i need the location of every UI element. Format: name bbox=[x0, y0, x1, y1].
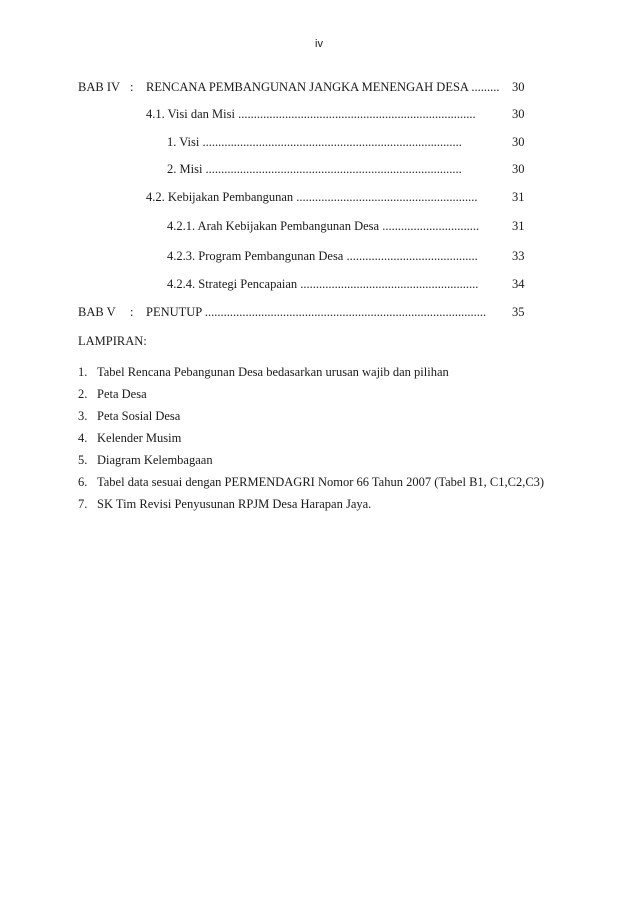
lampiran-item: Tabel data sesuai dengan PERMENDAGRI Nomor 66 Tahun 2007 (Tabel B1, C1,C2,C3) bbox=[97, 475, 545, 489]
list-number: 4. bbox=[78, 431, 88, 445]
lampiran-item: Peta Desa bbox=[97, 387, 147, 401]
toc-entry-misi[interactable]: 2. Misi .................................................................................. bbox=[167, 162, 462, 176]
toc-entry-visi[interactable]: 1. Visi ................................................................................... bbox=[167, 135, 462, 149]
toc-bab5-separator: : bbox=[130, 305, 134, 319]
toc-bab5-page: 35 bbox=[512, 305, 525, 319]
lampiran-item: Peta Sosial Desa bbox=[97, 409, 181, 423]
list-number: 3. bbox=[78, 409, 88, 423]
list-number: 7. bbox=[78, 497, 88, 511]
list-number: 6. bbox=[78, 475, 88, 489]
page-number: iv bbox=[315, 38, 323, 50]
lampiran-item: Tabel Rencana Pebangunan Desa bedasarkan urusan wajib dan pilihan bbox=[97, 365, 449, 379]
list-number: 5. bbox=[78, 453, 88, 467]
toc-entry-4-2-3[interactable]: 4.2.3. Program Pembangunan Desa .......................................... bbox=[167, 249, 478, 263]
toc-bab4-label: BAB IV bbox=[78, 80, 121, 94]
toc-entry-4-2[interactable]: 4.2. Kebijakan Pembangunan .......................................................... bbox=[146, 190, 478, 204]
toc-entry-page: 33 bbox=[512, 249, 525, 263]
toc-entry-page: 30 bbox=[512, 135, 525, 149]
lampiran-item: SK Tim Revisi Penyusunan RPJM Desa Harapan Jaya. bbox=[97, 497, 372, 511]
toc-entry-page: 30 bbox=[512, 107, 525, 121]
list-number: 1. bbox=[78, 365, 88, 379]
lampiran-item: Diagram Kelembagaan bbox=[97, 453, 213, 467]
toc-entry-page: 31 bbox=[512, 190, 525, 204]
toc-entry-page: 31 bbox=[512, 219, 525, 233]
toc-entry-4-2-1[interactable]: 4.2.1. Arah Kebijakan Pembangunan Desa ............................... bbox=[167, 219, 480, 233]
toc-entry-page: 34 bbox=[512, 277, 525, 291]
toc-entry-page: 30 bbox=[512, 162, 525, 176]
toc-bab5-title[interactable]: PENUTUP .......................................................................................... bbox=[146, 305, 487, 319]
toc-bab4-separator: : bbox=[130, 80, 134, 94]
toc-bab4-title[interactable]: RENCANA PEMBANGUNAN JANGKA MENENGAH DESA ......... bbox=[146, 80, 500, 94]
toc-bab4-page: 30 bbox=[512, 80, 525, 94]
lampiran-item: Kelender Musim bbox=[97, 431, 182, 445]
list-number: 2. bbox=[78, 387, 88, 401]
toc-entry-4-2-4[interactable]: 4.2.4. Strategi Pencapaian ......................................................... bbox=[167, 277, 479, 291]
lampiran-heading: LAMPIRAN: bbox=[78, 334, 147, 348]
toc-bab5-label: BAB V bbox=[78, 305, 116, 319]
toc-entry-4-1[interactable]: 4.1. Visi dan Misi ............................................................................ bbox=[146, 107, 476, 121]
